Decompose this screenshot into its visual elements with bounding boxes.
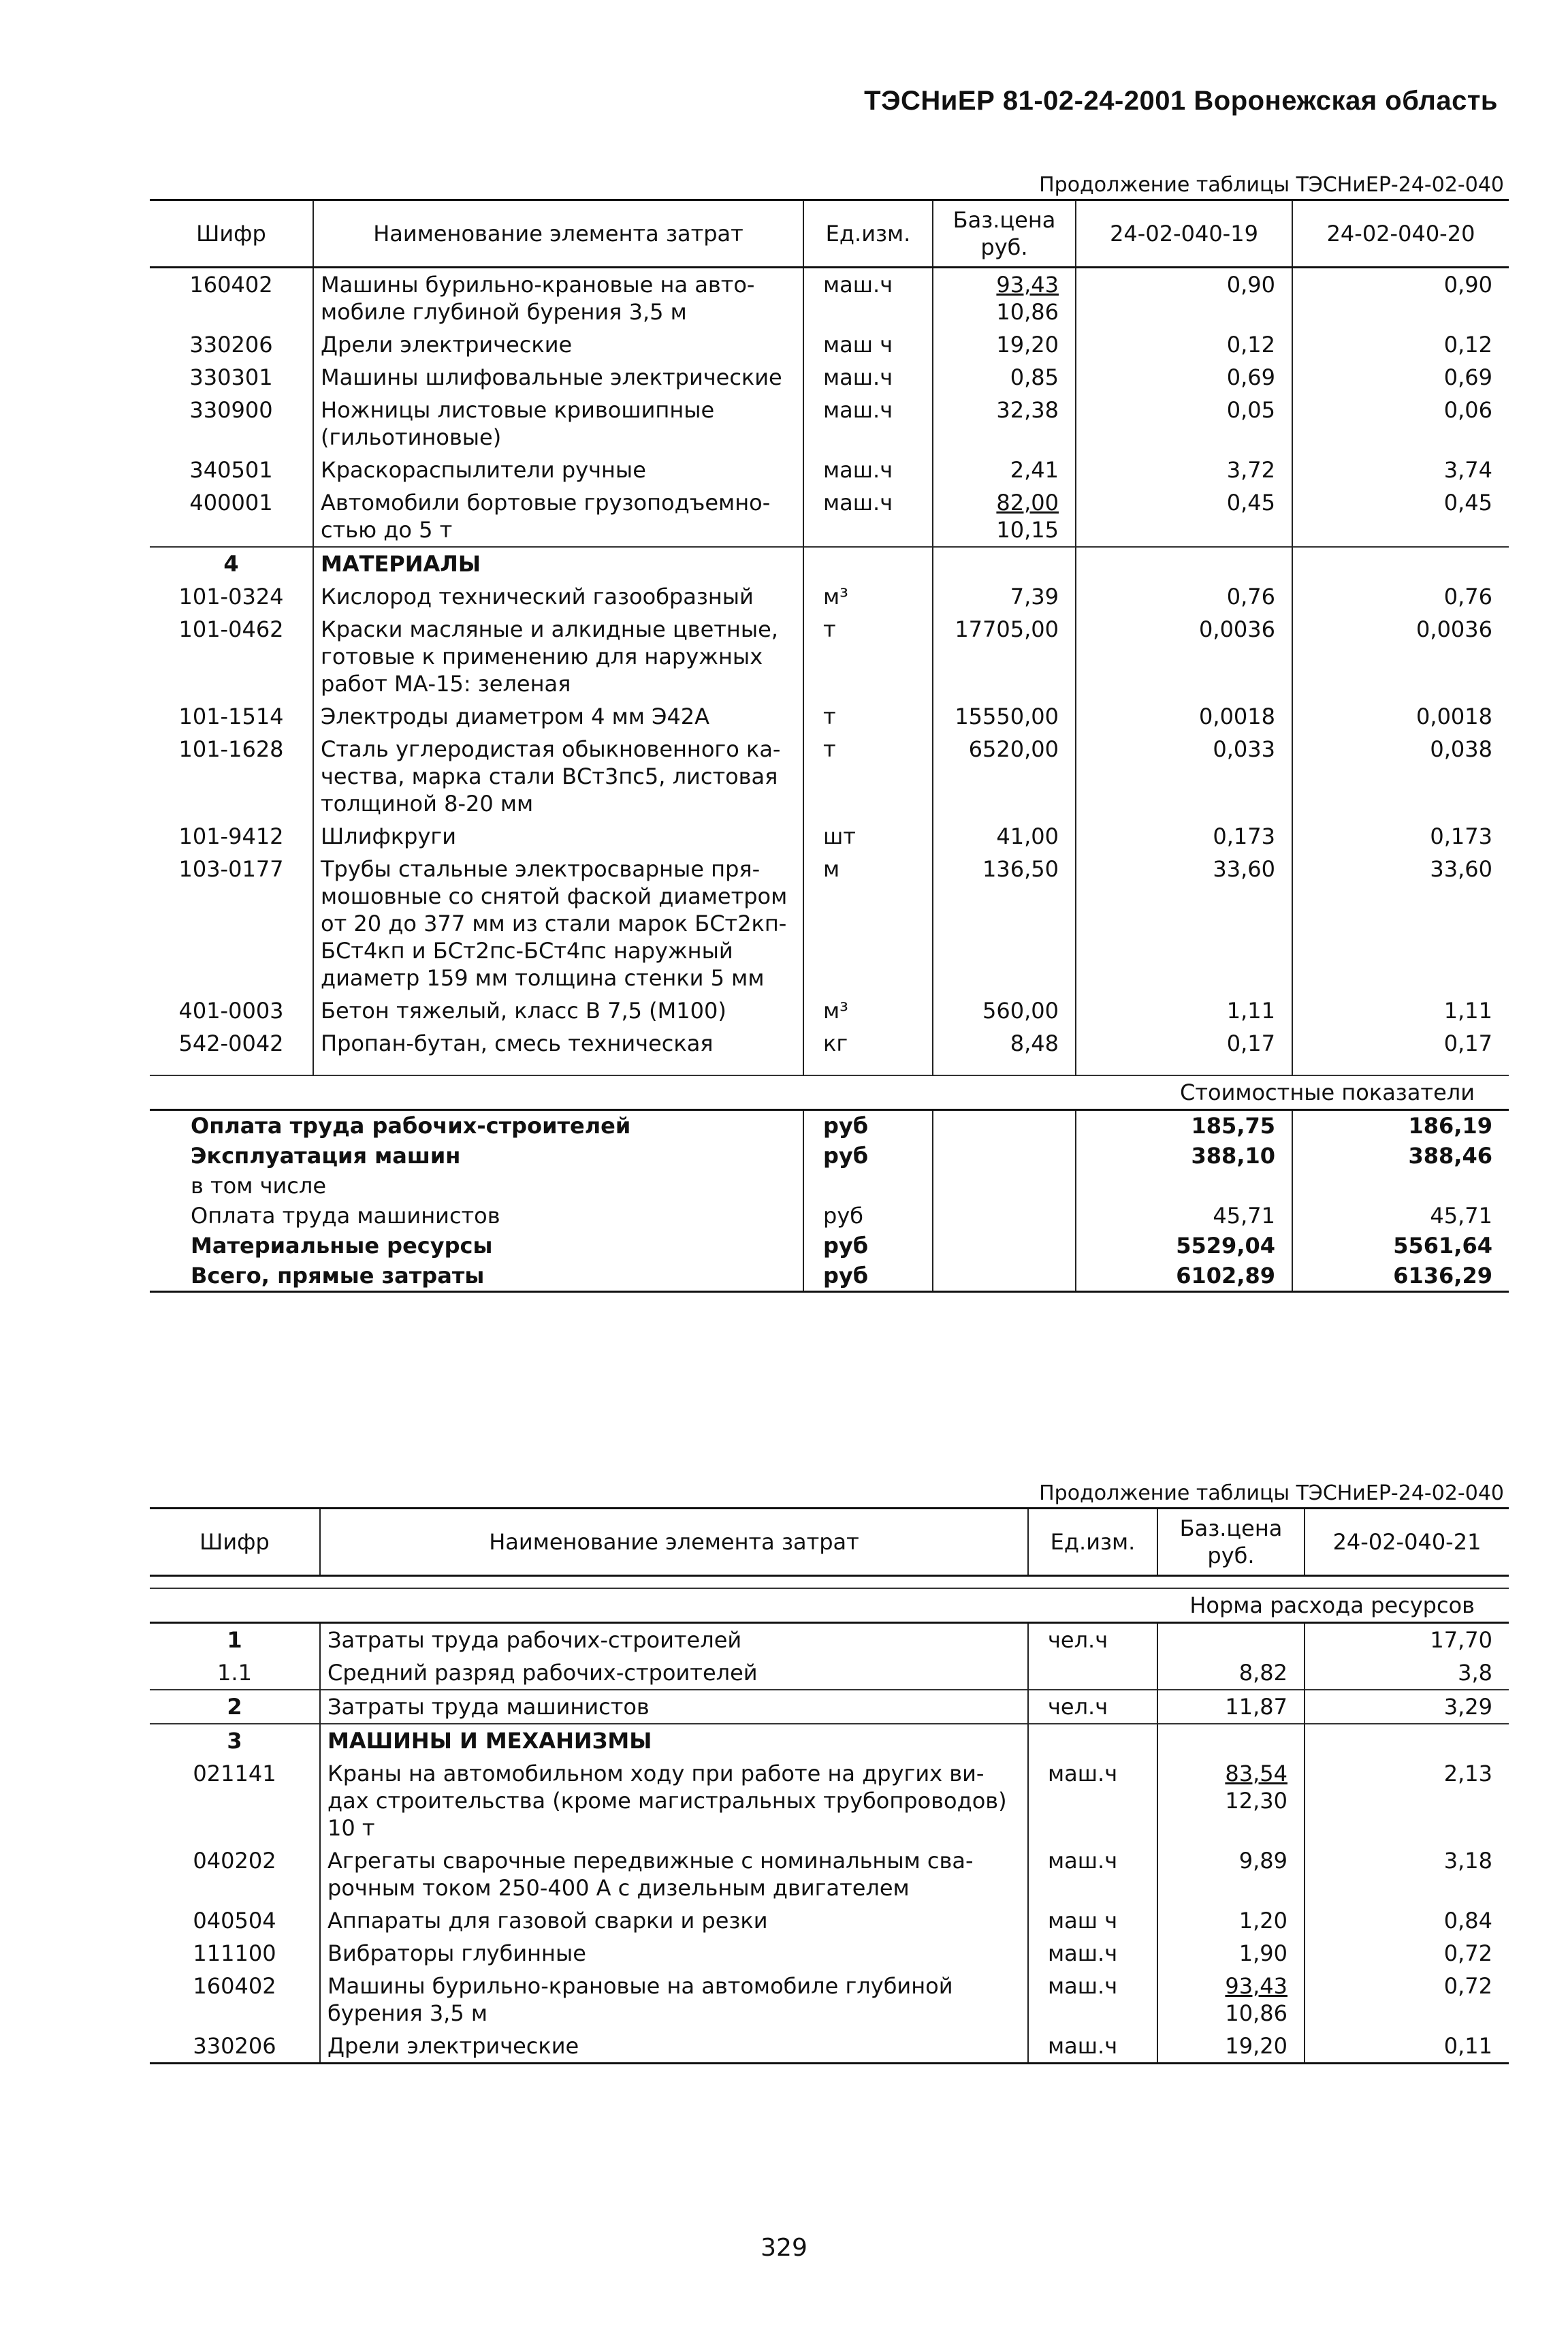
- col-norm-19: 24-02-040-19: [1076, 200, 1292, 268]
- row-code: 330206: [193, 2033, 276, 2059]
- row-norm-21: 17,70: [1305, 1623, 1509, 1657]
- col-unit: Ед.изм.: [1028, 1509, 1157, 1576]
- cost-19: 185,75: [1076, 1110, 1292, 1141]
- norm-header: Норма расхода ресурсов: [150, 1588, 1509, 1623]
- row-price: 2,41: [933, 454, 1076, 486]
- table-row: [150, 613, 1509, 700]
- cost-20: 388,46: [1292, 1141, 1509, 1171]
- cost-row: [150, 1261, 1509, 1292]
- row-unit: м³: [803, 994, 933, 1027]
- row-code: 401-0003: [178, 998, 284, 1024]
- row-norm-21: 0,11: [1305, 2030, 1509, 2064]
- resource-table-1: [150, 199, 1509, 1293]
- row-norm-21: 3,18: [1305, 1844, 1509, 1904]
- row-norm-20: 0,45: [1292, 486, 1509, 547]
- cost-19: 388,10: [1076, 1141, 1292, 1171]
- cost-20: 5561,64: [1292, 1231, 1509, 1261]
- row-unit: маш.ч: [803, 454, 933, 486]
- row-price: 7,39: [933, 580, 1076, 613]
- row-norm-20: 1,11: [1292, 994, 1509, 1027]
- col-name: Наименование элемента затрат: [320, 1509, 1028, 1576]
- cost-label: в том числе: [191, 1173, 326, 1199]
- row-name: Вибраторы глубинные: [320, 1937, 1028, 1970]
- row-unit: т: [803, 733, 933, 820]
- table-row: [150, 2030, 1509, 2064]
- table-row: [150, 1623, 1509, 1657]
- row-name: МАШИНЫ И МЕХАНИЗМЫ: [320, 1724, 1028, 1757]
- row-norm-20: 0,17: [1292, 1027, 1509, 1060]
- row-name: Краскораспылители ручные: [313, 454, 803, 486]
- row-norm-20: 0,06: [1292, 394, 1509, 454]
- row-unit: маш.ч: [803, 361, 933, 394]
- col-name: Наименование элемента затрат: [313, 200, 803, 268]
- row-price: [933, 268, 1076, 329]
- cost-label: Оплата труда машинистов: [191, 1203, 500, 1229]
- row-unit: м: [803, 853, 933, 994]
- price-base: 83,54: [1225, 1761, 1287, 1786]
- cost-19: 5529,04: [1076, 1231, 1292, 1261]
- cost-unit: руб: [803, 1231, 933, 1261]
- row-norm-19: 0,45: [1076, 486, 1292, 547]
- cost-20: 6136,29: [1292, 1261, 1509, 1292]
- row-price: 9,89: [1157, 1844, 1305, 1904]
- row-price: 6520,00: [933, 733, 1076, 820]
- cost-price: [933, 1201, 1076, 1231]
- table-row: [150, 580, 1509, 613]
- row-unit: т: [803, 700, 933, 733]
- cost-header-row: [150, 1075, 1509, 1110]
- price-wage: 12,30: [1225, 1788, 1287, 1814]
- row-code: 101-1628: [178, 736, 284, 762]
- row-name: Дрели электрические: [320, 2030, 1028, 2064]
- cost-row: [150, 1141, 1509, 1171]
- row-name: Машины бурильно-крановые на автомобиле глубиной бурения 3,5 м: [320, 1970, 1028, 2030]
- row-code: 340501: [189, 457, 273, 483]
- row-unit: кг: [803, 1027, 933, 1060]
- cost-unit: руб: [803, 1110, 933, 1141]
- row-norm-19: 0,90: [1076, 268, 1292, 329]
- row-unit: маш.ч: [1028, 1970, 1157, 2030]
- row-name: Автомобили бортовые грузоподъемно-стью до 5 т: [313, 486, 803, 547]
- row-name: Ножницы листовые кривошипные (гильотиновые): [313, 394, 803, 454]
- row-price: 17705,00: [933, 613, 1076, 700]
- norm-header-row: [150, 1588, 1509, 1623]
- row-norm-19: 0,05: [1076, 394, 1292, 454]
- section-code: 4: [223, 551, 239, 577]
- cost-row: [150, 1171, 1509, 1201]
- table-row: [150, 268, 1509, 329]
- table-row: [150, 1027, 1509, 1060]
- row-code: 021141: [193, 1761, 276, 1786]
- row-name: Краски масляные и алкидные цветные, готовые к применению для наружных работ МА-15: зеленая: [313, 613, 803, 700]
- row-norm-21: 3,29: [1305, 1690, 1509, 1724]
- row-norm-19: 3,72: [1076, 454, 1292, 486]
- row-price: [1157, 1970, 1305, 2030]
- table-row: [150, 1656, 1509, 1690]
- row-norm-20: 0,0018: [1292, 700, 1509, 733]
- row-code: 101-0324: [178, 584, 284, 610]
- row-norm-19: 0,69: [1076, 361, 1292, 394]
- section-title: МАТЕРИАЛЫ: [313, 547, 803, 580]
- table-row: [150, 454, 1509, 486]
- cost-unit: руб: [803, 1201, 933, 1231]
- row-norm-21: 0,72: [1305, 1970, 1509, 2030]
- row-unit: шт: [803, 820, 933, 853]
- col-price: Баз.цена руб.: [933, 200, 1076, 268]
- page-number: 329: [761, 2234, 807, 2262]
- row-norm-21: 2,13: [1305, 1757, 1509, 1844]
- row-code: 542-0042: [178, 1030, 284, 1056]
- row-price: 32,38: [933, 394, 1076, 454]
- row-norm-19: 33,60: [1076, 853, 1292, 994]
- row-price: 8,48: [933, 1027, 1076, 1060]
- row-price: 11,87: [1157, 1690, 1305, 1724]
- row-name: Пропан-бутан, смесь техническая: [313, 1027, 803, 1060]
- col-price: Баз.цена руб.: [1157, 1509, 1305, 1576]
- row-price: 15550,00: [933, 700, 1076, 733]
- table-row: [150, 394, 1509, 454]
- row-unit: маш.ч: [1028, 1844, 1157, 1904]
- row-name: Трубы стальные электросварные пря-мошовные со снятой фаской диаметром от 20 до 377 мм из стали марок БСт2кп-БСт4кп и БСт2пс-БСт4пс наружный диаметр 159 мм толщина стенки 5 мм: [313, 853, 803, 994]
- cost-label: Эксплуатация машин: [191, 1143, 461, 1169]
- row-name: Аппараты для газовой сварки и резки: [320, 1904, 1028, 1937]
- row-norm-21: 0,72: [1305, 1937, 1509, 1970]
- row-code: 103-0177: [178, 856, 284, 882]
- cost-19: 6102,89: [1076, 1261, 1292, 1292]
- row-norm-20: 0,038: [1292, 733, 1509, 820]
- table-row: [150, 361, 1509, 394]
- row-norm-19: 0,17: [1076, 1027, 1292, 1060]
- table-row: [150, 1690, 1509, 1724]
- row-unit: м³: [803, 580, 933, 613]
- cost-label: Материальные ресурсы: [191, 1233, 493, 1259]
- table-header-row: [150, 1509, 1509, 1576]
- table-row: [150, 328, 1509, 361]
- table-row: [150, 1937, 1509, 1970]
- col-code: Шифр: [150, 1509, 320, 1576]
- row-price: [1157, 1757, 1305, 1844]
- cost-label: Оплата труда рабочих-строителей: [191, 1113, 631, 1139]
- row-code: 101-1514: [178, 704, 284, 729]
- row-name: Дрели электрические: [313, 328, 803, 361]
- col-norm-21: 24-02-040-21: [1305, 1509, 1509, 1576]
- row-name: Машины бурильно-крановые на авто-мобиле глубиной бурения 3,5 м: [313, 268, 803, 329]
- row-name: Средний разряд рабочих-строителей: [320, 1656, 1028, 1690]
- row-name: Электроды диаметром 4 мм Э42А: [313, 700, 803, 733]
- price-wage: 10,15: [996, 517, 1059, 543]
- row-unit: маш ч: [803, 328, 933, 361]
- table2-caption: Продолжение таблицы ТЭСНиЕР-24-02-040: [1039, 1481, 1504, 1505]
- row-unit: чел.ч: [1028, 1623, 1157, 1657]
- row-norm-19: 0,033: [1076, 733, 1292, 820]
- row-code: 111100: [193, 1940, 276, 1966]
- row-price: 136,50: [933, 853, 1076, 994]
- row-norm-21: 0,84: [1305, 1904, 1509, 1937]
- row-name: Сталь углеродистая обыкновенного ка-чества, марка стали ВСт3пс5, листовая толщиной 8-20 мм: [313, 733, 803, 820]
- row-code: 160402: [193, 1973, 276, 1999]
- cost-19: [1076, 1171, 1292, 1201]
- price-wage: 10,86: [996, 299, 1059, 325]
- cost-header: Стоимостные показатели: [150, 1075, 1509, 1110]
- row-name: Затраты труда рабочих-строителей: [320, 1623, 1028, 1657]
- row-norm-19: 1,11: [1076, 994, 1292, 1027]
- row-norm-21: [1305, 1724, 1509, 1757]
- row-unit: маш.ч: [1028, 2030, 1157, 2064]
- row-price: 19,20: [933, 328, 1076, 361]
- row-code: 1: [227, 1627, 242, 1653]
- row-price: 0,85: [933, 361, 1076, 394]
- cost-20: 45,71: [1292, 1201, 1509, 1231]
- table1-caption: Продолжение таблицы ТЭСНиЕР-24-02-040: [1039, 173, 1504, 197]
- row-price: 19,20: [1157, 2030, 1305, 2064]
- table-row: [150, 853, 1509, 994]
- cost-20: 186,19: [1292, 1110, 1509, 1141]
- row-price: 1,20: [1157, 1904, 1305, 1937]
- cost-19: 45,71: [1076, 1201, 1292, 1231]
- row-unit: т: [803, 613, 933, 700]
- row-norm-19: 0,76: [1076, 580, 1292, 613]
- row-code: 3: [227, 1728, 242, 1754]
- row-price: 560,00: [933, 994, 1076, 1027]
- price-wage: 10,86: [1225, 2000, 1287, 2026]
- cost-unit: [803, 1171, 933, 1201]
- table-row: [150, 1757, 1509, 1844]
- row-code: 330301: [189, 364, 273, 390]
- row-norm-20: 0,69: [1292, 361, 1509, 394]
- row-code: 330900: [189, 397, 273, 423]
- cost-row: [150, 1110, 1509, 1141]
- row-name: Бетон тяжелый, класс В 7,5 (М100): [313, 994, 803, 1027]
- row-unit: маш.ч: [803, 268, 933, 329]
- row-norm-20: 0,0036: [1292, 613, 1509, 700]
- cost-price: [933, 1171, 1076, 1201]
- cost-unit: руб: [803, 1141, 933, 1171]
- col-code: Шифр: [150, 200, 313, 268]
- row-code: 101-9412: [178, 823, 284, 849]
- row-unit: чел.ч: [1028, 1690, 1157, 1724]
- row-code: 330206: [189, 332, 273, 358]
- cost-unit: руб: [803, 1261, 933, 1292]
- cost-price: [933, 1110, 1076, 1141]
- row-name: Агрегаты сварочные передвижные с номинальным сва-рочным током 250-400 А с дизельным двигателем: [320, 1844, 1028, 1904]
- resource-table-2: [150, 1507, 1509, 2064]
- row-unit: [1028, 1656, 1157, 1690]
- section-materials-row: [150, 547, 1509, 580]
- cost-row: [150, 1201, 1509, 1231]
- row-price: 1,90: [1157, 1937, 1305, 1970]
- table-row: [150, 1844, 1509, 1904]
- row-name: Затраты труда машинистов: [320, 1690, 1028, 1724]
- row-unit: [1028, 1724, 1157, 1757]
- table-header-row: [150, 200, 1509, 268]
- row-norm-20: 0,173: [1292, 820, 1509, 853]
- row-code: 040202: [193, 1848, 276, 1874]
- document-title: ТЭСНиЕР 81-02-24-2001 Воронежская область: [864, 86, 1498, 116]
- row-norm-19: 0,0036: [1076, 613, 1292, 700]
- row-code: 400001: [189, 490, 273, 516]
- table-row: [150, 486, 1509, 547]
- row-norm-20: 0,76: [1292, 580, 1509, 613]
- row-norm-20: 33,60: [1292, 853, 1509, 994]
- price-base: 93,43: [1225, 1973, 1287, 1999]
- cost-label: Всего, прямые затраты: [191, 1263, 485, 1289]
- row-norm-19: 0,173: [1076, 820, 1292, 853]
- cost-row: [150, 1231, 1509, 1261]
- row-norm-19: 0,12: [1076, 328, 1292, 361]
- row-price: [933, 486, 1076, 547]
- table-row: [150, 994, 1509, 1027]
- row-name: Шлифкруги: [313, 820, 803, 853]
- price-base: 93,43: [996, 272, 1059, 298]
- row-price: [1157, 1623, 1305, 1657]
- row-name: Краны на автомобильном ходу при работе на других ви-дах строительства (кроме магистральных трубопроводов) 10 т: [320, 1757, 1028, 1844]
- row-code: 101-0462: [178, 616, 284, 642]
- table-row: [150, 700, 1509, 733]
- col-unit: Ед.изм.: [803, 200, 933, 268]
- table-row: [150, 1904, 1509, 1937]
- row-unit: маш.ч: [803, 486, 933, 547]
- row-code: 040504: [193, 1908, 276, 1934]
- cost-price: [933, 1231, 1076, 1261]
- row-code: 2: [227, 1694, 242, 1720]
- row-price: [1157, 1724, 1305, 1757]
- row-price: 41,00: [933, 820, 1076, 853]
- cost-price: [933, 1261, 1076, 1292]
- row-unit: маш.ч: [803, 394, 933, 454]
- cost-20: [1292, 1171, 1509, 1201]
- row-unit: маш ч: [1028, 1904, 1157, 1937]
- row-norm-19: 0,0018: [1076, 700, 1292, 733]
- row-name: Машины шлифовальные электрические: [313, 361, 803, 394]
- table-row: [150, 733, 1509, 820]
- row-code: 1.1: [217, 1660, 252, 1686]
- row-unit: маш.ч: [1028, 1757, 1157, 1844]
- table-row: [150, 820, 1509, 853]
- row-norm-21: 3,8: [1305, 1656, 1509, 1690]
- row-price: 8,82: [1157, 1656, 1305, 1690]
- price-base: 82,00: [996, 490, 1059, 516]
- table-row: [150, 1724, 1509, 1757]
- row-unit: маш.ч: [1028, 1937, 1157, 1970]
- row-code: 160402: [189, 272, 273, 298]
- row-name: Кислород технический газообразный: [313, 580, 803, 613]
- col-norm-20: 24-02-040-20: [1292, 200, 1509, 268]
- table-row: [150, 1970, 1509, 2030]
- cost-price: [933, 1141, 1076, 1171]
- row-norm-20: 3,74: [1292, 454, 1509, 486]
- row-norm-20: 0,90: [1292, 268, 1509, 329]
- row-norm-20: 0,12: [1292, 328, 1509, 361]
